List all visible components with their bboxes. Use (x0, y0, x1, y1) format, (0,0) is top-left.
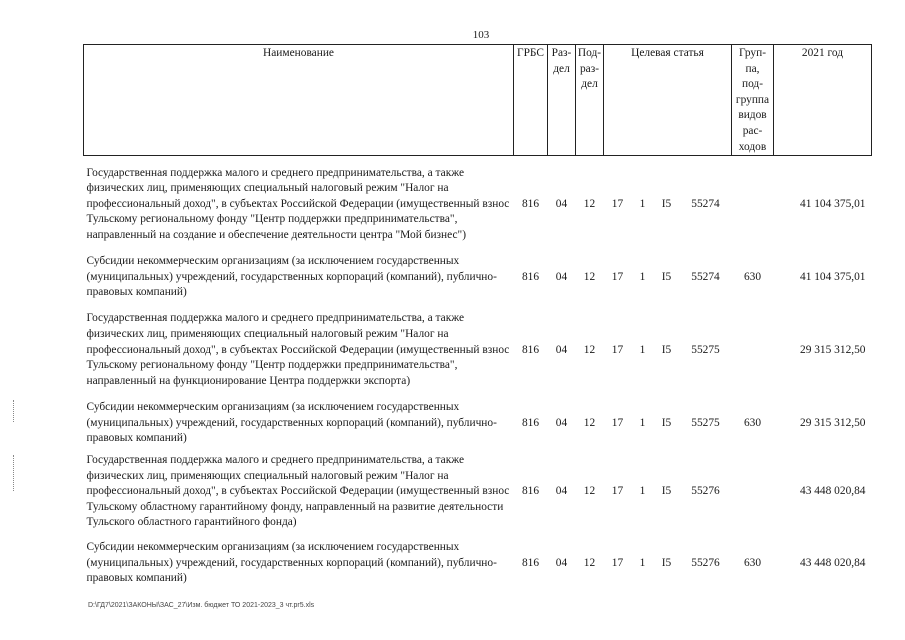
row-target-subprogram: 1 (639, 343, 646, 356)
header-target-article: Целевая статья (604, 45, 732, 156)
page-number: 103 (472, 29, 490, 41)
row-target-direction: 55276 (691, 556, 720, 569)
row-amount: 41 104 375,01 (800, 270, 866, 283)
row-name: Субсидии некоммерческим организациям (за исключением государственных (муниципальных) учреждений, государственных корпораций (компаний), публично-правовых компаний) (86, 401, 497, 445)
row-target-event: I5 (661, 270, 672, 283)
row-target-subprogram: 1 (639, 485, 646, 498)
row-amount: 29 315 312,50 (800, 343, 866, 356)
header-podrazdel: Под- раз- дел (576, 45, 604, 156)
row-name: Государственная поддержка малого и среднего предпринимательства, а также физических лиц, применяющих специальный налоговый режим "Налог на профессиональный доход", в субъектах Российской Федерации (имущественный взнос Тульскому региональному фонду "Центр поддержки предпринимательства", направленный на создание и обеспечение деятельности центра "Мой бизнес") (86, 166, 510, 242)
row-target-event: I5 (661, 416, 672, 429)
row-name: Субсидии некоммерческим организациям (за исключением государственных (муниципальных) учреждений, государственных корпораций (компаний), публично-правовых компаний) (86, 255, 497, 299)
row-target-event: I5 (661, 556, 672, 569)
row-target-program: 17 (611, 343, 624, 356)
row-razdel: 04 (555, 343, 568, 356)
row-target-program: 17 (611, 416, 624, 429)
row-podrazdel: 12 (583, 343, 596, 356)
row-target-program: 17 (611, 197, 624, 210)
header-name: Наименование (84, 45, 514, 156)
row-target-direction: 55275 (691, 343, 720, 356)
row-podrazdel: 12 (583, 485, 596, 498)
row-amount: 43 448 020,84 (800, 556, 866, 569)
row-razdel: 04 (555, 270, 568, 283)
row-target-direction: 55276 (691, 485, 720, 498)
row-amount: 29 315 312,50 (800, 416, 866, 429)
row-target-program: 17 (611, 485, 624, 498)
row-target-subprogram: 1 (639, 197, 646, 210)
row-expense-group: 630 (743, 556, 762, 569)
table-row (84, 399, 872, 448)
row-target-subprogram: 1 (639, 416, 646, 429)
row-razdel: 04 (555, 197, 568, 210)
row-target-event: I5 (661, 197, 672, 210)
row-podrazdel: 12 (583, 556, 596, 569)
row-razdel: 04 (555, 556, 568, 569)
table-row (84, 536, 872, 591)
scan-margin-mark (13, 455, 14, 491)
header-grbs: ГРБС (514, 45, 548, 156)
row-target-subprogram: 1 (639, 556, 646, 569)
row-grbs: 816 (521, 485, 540, 498)
row-name: Государственная поддержка малого и среднего предпринимательства, а также физических лиц, применяющих специальный налоговый режим "Налог на профессиональный доход", в субъектах Российской Федерации (имущественный взнос Тульскому областному гарантийному фонду, направленный на развитие деятельности Тульского областного гарантийного фонда) (86, 453, 510, 529)
file-path-footer: D:\ГД7\2021\ЗАКОНЫ\ЗАС_27\Изм. бюджет ТО 2021-2023_3 чт.pr5.xls (88, 602, 315, 609)
budget-table (83, 44, 872, 591)
row-podrazdel: 12 (583, 197, 596, 210)
table-row (84, 302, 872, 399)
row-expense-group (732, 156, 774, 254)
row-grbs: 816 (521, 416, 540, 429)
header-expense-group: Груп- па, под- группа видов рас- ходов (732, 45, 774, 156)
row-razdel: 04 (555, 485, 568, 498)
row-grbs: 816 (521, 197, 540, 210)
header-row (84, 45, 872, 156)
row-amount: 43 448 020,84 (800, 485, 866, 498)
row-grbs: 816 (521, 556, 540, 569)
table-row (84, 448, 872, 536)
header-razdel: Раз- дел (548, 45, 576, 156)
row-target-direction: 55275 (691, 416, 720, 429)
row-target-event: I5 (661, 485, 672, 498)
row-target-program: 17 (611, 270, 624, 283)
row-expense-group (732, 302, 774, 399)
table-row (84, 156, 872, 254)
row-target-direction: 55274 (691, 197, 720, 210)
row-target-direction: 55274 (691, 270, 720, 283)
scan-margin-mark (13, 400, 14, 422)
row-name: Субсидии некоммерческим организациям (за исключением государственных (муниципальных) учреждений, государственных корпораций (компаний), публично-правовых компаний) (86, 541, 497, 585)
table-row (84, 253, 872, 302)
row-grbs: 816 (521, 343, 540, 356)
row-expense-group: 630 (743, 270, 762, 283)
row-expense-group: 630 (743, 416, 762, 429)
row-amount: 41 104 375,01 (800, 197, 866, 210)
row-podrazdel: 12 (583, 270, 596, 283)
header-year: 2021 год (774, 45, 872, 156)
row-podrazdel: 12 (583, 416, 596, 429)
row-target-event: I5 (661, 343, 672, 356)
row-expense-group (732, 448, 774, 536)
row-razdel: 04 (555, 416, 568, 429)
row-target-program: 17 (611, 556, 624, 569)
row-grbs: 816 (521, 270, 540, 283)
row-target-subprogram: 1 (639, 270, 646, 283)
row-name: Государственная поддержка малого и среднего предпринимательства, а также физических лиц, применяющих специальный налоговый режим "Налог на профессиональный доход", в субъектах Российской Федерации (имущественный взнос Тульскому региональному фонду "Центр поддержки предпринимательства", направленный на функционирование Центра поддержки экспорта) (86, 312, 510, 387)
